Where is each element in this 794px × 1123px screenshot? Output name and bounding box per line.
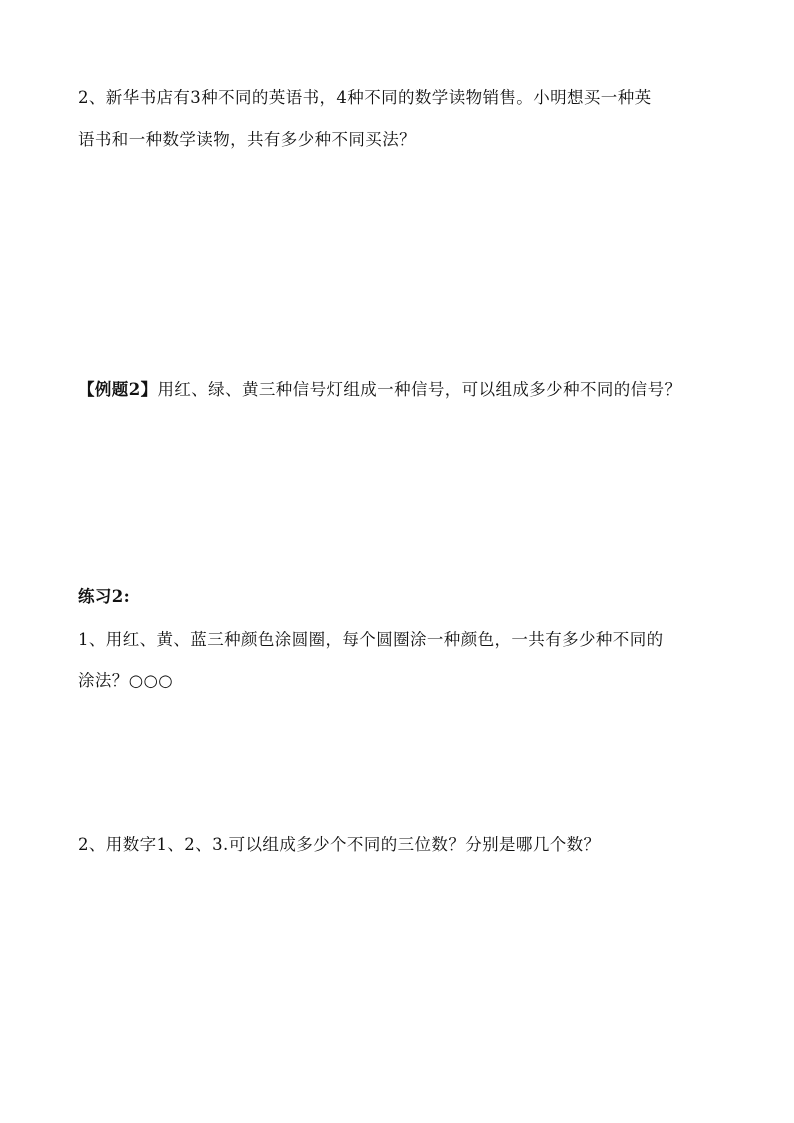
practice-2-line: 2、用数字1、2、3.可以组成多少个不同的三位数？分别是哪几个数？	[78, 835, 601, 854]
practice-1-line-2	[78, 669, 173, 693]
example-2	[78, 378, 681, 402]
question-2-line-2: 语书和一种数学读物，共有多少种不同买法？	[78, 130, 416, 149]
example-2-label: 【例题2】	[78, 380, 158, 399]
circle-icons: ○○○	[128, 671, 174, 690]
practice-1-line-2-text: 涂法？	[78, 671, 129, 690]
question-2-line-1: 2、新华书店有3种不同的英语书，4种不同的数学读物销售。小明想买一种英	[78, 88, 652, 107]
practice-1-line-1: 1、用红、黄、蓝三种颜色涂圆圈，每个圆圈涂一种颜色，一共有多少种不同的	[78, 630, 664, 649]
practice-2-title: 练习2:	[78, 587, 131, 606]
example-2-text: 用红、绿、黄三种信号灯组成一种信号，可以组成多少种不同的信号？	[157, 380, 682, 399]
